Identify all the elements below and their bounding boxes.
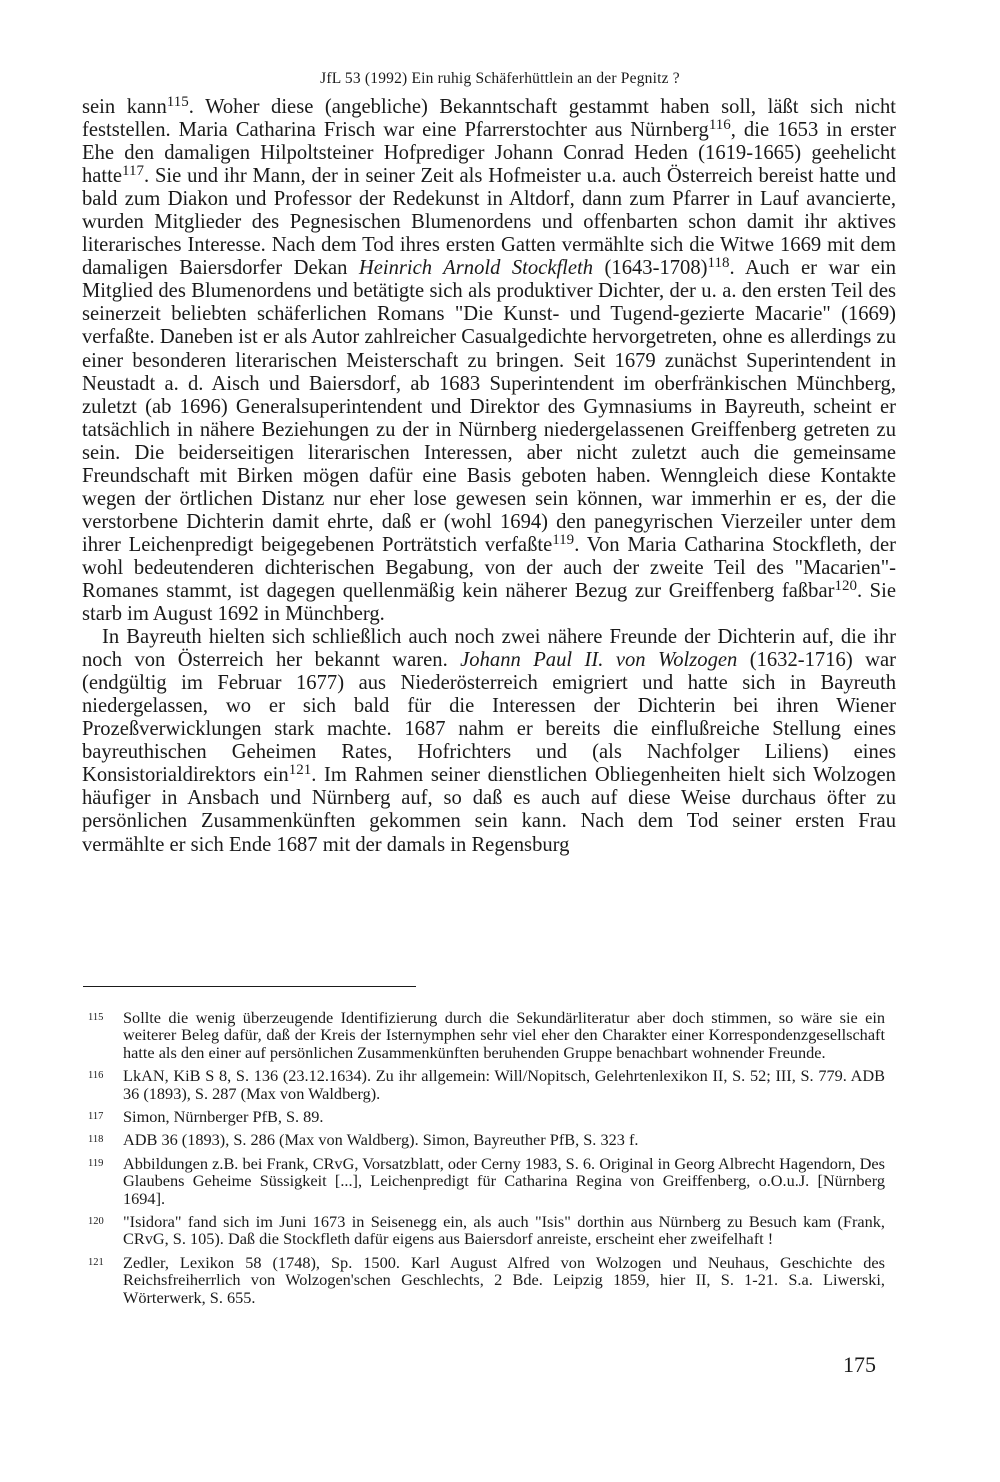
footnote-separator — [83, 986, 416, 987]
text-run: sein kann — [82, 96, 167, 118]
footnote-text: "Isidora" fand sich im Juni 1673 in Seisenegg ein, als auch "Isis" dorthin aus Nürnberg zu Besuch kam (Frank, CRvG, S. 105). Daß die Stockfleth dafür eigens aus Baiersdorf anreiste, erscheint eher zweifelhaft ! — [123, 1212, 885, 1249]
main-text — [82, 96, 896, 857]
text-run: (1632-1716) war (endgültig im Februar 1677) aus Niederösterreich emigriert und hatte sich in Bayreuth niedergelassen, wo er sich bald für die Interessen der Dichterin bei ihren Wiener Prozeßverwicklungen stark machte. 1687 nahm er bereits die einflußreiche Stellung eines bayreuthischen Geheimen Rates, Hofrichters und (als Nachfolger Liliens) eines Konsistorialdirektors ein — [82, 649, 896, 787]
footnote-reference: 117 — [122, 163, 144, 180]
text-run: . Im Rahmen seiner dienstlichen Obliegenheiten hielt sich Wolzogen häufiger in Ansbach und Nürnberg auf, so daß es auch auf diese Weise durchaus öfter zu persönlichen Zusammenkünften gekommen sein kann. Nach dem Tod seiner ersten Frau vermählte er sich Ende 1687 mit der damals in Regensburg — [82, 764, 896, 856]
footnote-text: LkAN, KiB S 8, S. 136 (23.12.1634). Zu ihr allgemein: Will/Nopitsch, Gelehrtenlexikon II, S. 52; III, S. 779. ADB 36 (1893), S. 287 (Max von Waldberg). — [123, 1066, 885, 1103]
italic-name: Heinrich Arnold Stockfleth — [358, 257, 594, 280]
text-run: . Auch er war ein Mitglied des Blumenordens und betätigte sich als produktiver Dichter, der u. a. den ersten Teil des seinerzeit beliebten schäferlichen Romans "Die Kunst- und Tugend-gezierte Macarie" (1669) verfaßte. Daneben ist er als Autor zahlreicher Casualgedichte hervorgetreten, ohne es allerdings zu einer besonderen literarischen Meisterschaft zu bringen. Seit 1679 zunächst Superintendent in Neustadt a. d. Aisch und Baiersdorf, ab 1683 Superintendent im oberfränkischen Münchberg, zuletzt (ab 1696) Generalsuperintendent und Direktor des Gymnasiums in Bayreuth, scheint er tatsächlich in nähere Beziehungen zu der in Nürnberg niedergelassenen Greiffenberg getreten zu sein. Die beiderseitigen literarischen Interessen, aber nicht zuletzt auch die gemeinsame Freundschaft mit Birken mögen dafür eine Basis geboten haben. Wenngleich diese Kontakte wegen der örtlichen Distanz nur eher lose gewesen sein können, war immerhin er es, der die verstorbene Dichterin damit ehrte, daß er (wohl 1694) den panegyrischen Vierzeiler unter dem ihrer Leichenpredigt beigegebenen Porträtstich verfaßte — [82, 257, 896, 556]
footnote — [88, 1155, 885, 1207]
text-run: . Woher diese (angebliche) Bekanntschaft gestammt haben soll, läßt sich nicht feststellen. Maria Catharina Frisch war eine Pfarrerstochter aus Nürnberg — [82, 96, 896, 142]
text-run: . Sie starb im August 1692 in Münchberg. — [82, 579, 896, 626]
footnote — [88, 1067, 885, 1102]
body-paragraph — [82, 626, 896, 856]
text-run: . Sie und ihr Mann, der in seiner Zeit als Hofmeister u.a. auch Österreich bereist hatte und bald zum Diakon und Professor der Redekunst in Altdorf, dann zum Pfarrer in Lauf avancierte, wurden Mitglieder des Pegnesischen Blumenordens und offenbarten schon damit ihr aktives literarisches Interesse. Nach dem Tod ihres ersten Gatten vermählte sich die Witwe 1669 mit dem damaligen Baiersdorfer Dekan — [82, 165, 896, 280]
footnotes — [88, 1009, 885, 1312]
footnote-reference: 116 — [708, 117, 731, 134]
footnote-reference: 119 — [552, 531, 575, 548]
text-run: , die 1653 in erster Ehe den damaligen Hilpoltsteiner Hofprediger Johann Conrad Heden (1619-1665) geehelicht hatte — [82, 119, 897, 188]
footnote-number: 119 — [88, 1157, 104, 1169]
text-run: (1643-1708) — [593, 257, 708, 280]
footnote-reference: 115 — [166, 94, 189, 110]
footnote — [88, 1009, 885, 1061]
footnote — [88, 1108, 885, 1125]
text-run: In Bayreuth hielten sich schließlich auch noch zwei nähere Freunde der Dichterin auf, die ihr noch von Österreich her bekannt waren. — [82, 626, 896, 672]
footnote — [88, 1213, 885, 1248]
footnote-text: Zedler, Lexikon 58 (1748), Sp. 1500. Karl August Alfred von Wolzogen und Neuhaus, Geschichte des Reichsfreiherrlich von Wolzogen'schen Geschlechts, 2 Bde. Leipzig 1859, hier II, S. 1-21. S.a. Liwerski, Wörterwerk, S. 655. — [123, 1252, 885, 1307]
footnote-number: 120 — [88, 1216, 104, 1228]
body-paragraph — [82, 96, 896, 626]
footnote — [88, 1254, 885, 1306]
footnote-number: 117 — [88, 1111, 104, 1123]
footnote-text: Sollte die wenig überzeugende Identifizierung durch die Sekundärliteratur aber doch stimmen, so wäre sie ein weiterer Beleg dafür, daß der Kreis der Isternymphen sehr viel eher den Charakter einer Korrespondenzgesellschaft hatte als den einer auf persönlichen Zusammenkünften beruhenden Gruppe benachbart wohnender Freunde. — [123, 1008, 885, 1062]
footnote-text: Abbildungen z.B. bei Frank, CRvG, Vorsatzblatt, oder Cerny 1983, S. 6. Original in Georg Albrecht Hagendorn, Des Glaubens Geheime Süssigkeit [...], Leichenpredigt für Catharina Regina von Greiffenberg, o.O.u.J. [Nürnberg 1694]. — [123, 1153, 885, 1208]
footnote-text: ADB 36 (1893), S. 286 (Max von Waldberg). Simon, Bayreuther PfB, S. 323 f. — [123, 1130, 639, 1150]
footnote-reference: 120 — [834, 577, 857, 594]
footnote-number: 121 — [88, 1256, 104, 1268]
italic-name: Johann Paul II. von Wolzogen — [460, 649, 738, 672]
page-number: 175 — [843, 1352, 876, 1377]
footnote-reference: 118 — [707, 255, 730, 272]
footnote-number: 115 — [88, 1012, 104, 1023]
footnote — [88, 1131, 885, 1148]
footnote-number: 116 — [88, 1070, 104, 1082]
footnote-text: Simon, Nürnberger PfB, S. 89. — [123, 1107, 324, 1127]
footnote-number: 118 — [88, 1134, 104, 1146]
running-head: JfL 53 (1992) Ein ruhig Schäferhüttlein an der Pegnitz ? — [320, 70, 680, 87]
text-run: . Von Maria Catharina Stockfleth, der wohl bedeutenderen dichterischen Begabung, von der auch der zweite Teil des "Macarien"-Romanes stammt, ist dagegen quellenmäßig kein näherer Bezug zur Greiffenberg faßbar — [82, 533, 896, 602]
footnote-reference: 121 — [288, 762, 312, 779]
